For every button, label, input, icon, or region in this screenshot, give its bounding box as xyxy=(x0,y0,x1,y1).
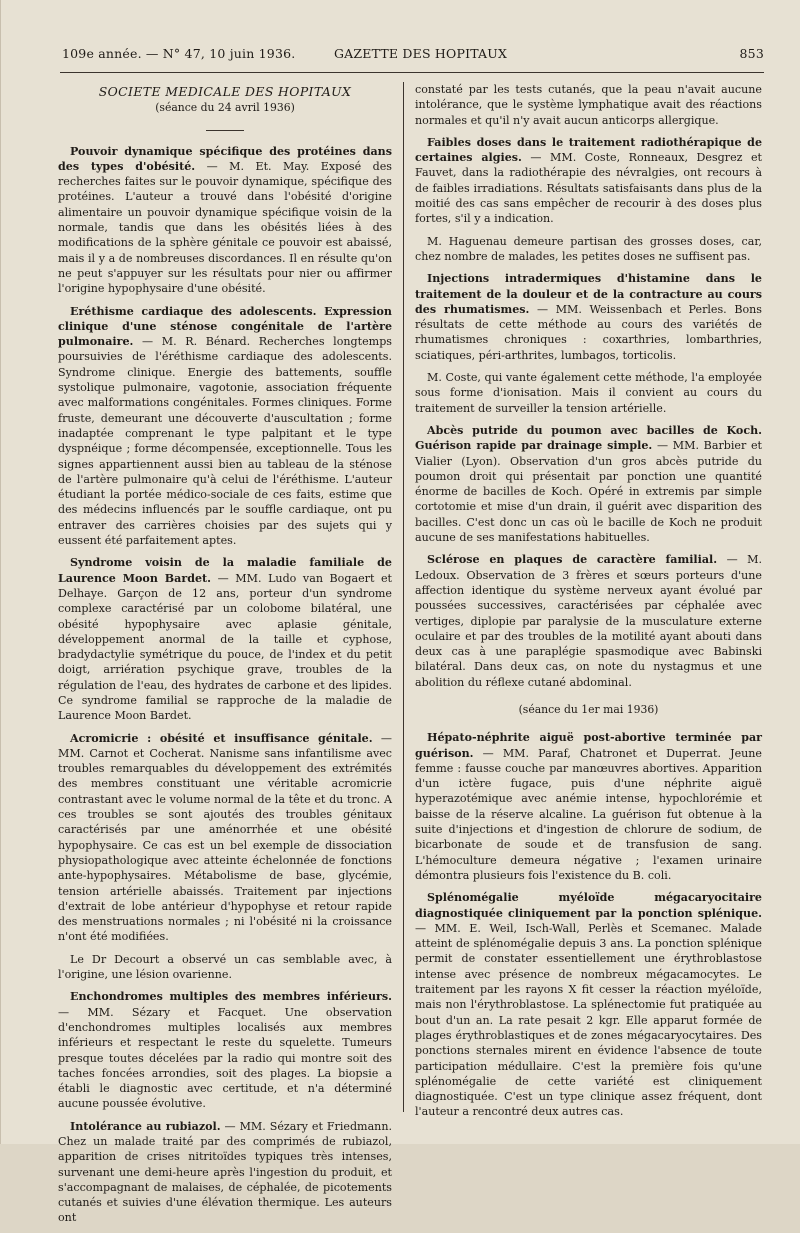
section-date: (séance du 24 avril 1936) xyxy=(155,101,295,115)
session-date-2: (séance du 1er mai 1936) xyxy=(518,702,659,716)
article-text: — MM. Sézary et Facquet. Une observation d'enchondromes multiples localisés aux membres inférieurs et respectant le reste du squelette. Tumeurs presque toutes décelées par la radio qui montre soit des taches foncées arrondies, soit des plages. La biopsie a établi le diagnostic avec certitude, et n'a déterminé aucune poussée évolutive. xyxy=(58,1005,392,1111)
article-title: Pouvoir dynamique spécifique des protéines dans des types d'obésité. xyxy=(58,144,392,173)
article-text: — MM. Weissenbach et Perles. Bons résultats de cette méthode au cours des variétés de rhumatismes chroniques : coxarthries, lombarthries, sciatiques, péri-arthrites, lumbagos, torticolis. xyxy=(415,302,762,362)
section-title: SOCIETE MEDICALE DES HOPITAUX xyxy=(98,84,352,99)
right-paragraphs-a xyxy=(415,82,762,690)
article-text: Le Dr Decourt a observé un cas semblable avec, à l'origine, une lésion ovarienne. xyxy=(58,952,392,982)
right-column xyxy=(415,82,762,1127)
column-divider xyxy=(403,82,404,1112)
article-text: — M. Ledoux. Observation de 3 frères et sœurs porteurs d'une affection identique du système nerveux ayant évolué par poussées successives, caractérisées par céphalée avec vertiges, diplopie par paralysie de la musculature externe oculaire et par des troubles de la motilité ayant abouti dans deux cas à une paraplégie spasmodique avec Babinski bilatéral. Dans deux cas, on note du nystagmus et une abolition du réflexe cutané abdominal. xyxy=(415,553,762,689)
article-paragraph xyxy=(415,370,762,416)
article-paragraph xyxy=(415,271,762,363)
article-title: Sclérose en plaques de caractère familial. xyxy=(427,553,718,567)
article-paragraph xyxy=(58,304,392,549)
article-title: Abcès putride du poumon avec bacilles de Koch. Guérison rapide par drainage simple. xyxy=(415,423,762,453)
article-paragraph xyxy=(415,552,762,690)
left-column xyxy=(58,82,392,1233)
article-paragraph xyxy=(415,234,762,265)
right-paragraphs-b xyxy=(415,730,762,1119)
article-title: Faibles doses dans le traitement radiothérapique de certaines algies. xyxy=(415,135,762,165)
left-paragraphs xyxy=(58,144,392,1226)
article-paragraph xyxy=(58,952,392,983)
running-header xyxy=(62,46,764,68)
article-title: Enchondromes multiples des membres inférieurs. xyxy=(70,990,392,1004)
article-text: — MM. Carnot et Cocherat. Nanisme sans infantilisme avec troubles remarquables du développement des extrémités des membres constituant une véritable acromicrie contrastant avec le volume normal de la tête et du tronc. A ces troubles se sont ajoutés des troubles génitaux caractérisés par une aménorrhée et une obésité hypophysaire. Ce cas est un bel exemple de dissociation physiopathologique avec atteinte échelonnée de fonctions ante-hypophysaires. Métabolisme de base, glycémie, tension artérielle abaissés. Traitement par injections d'extrait de lobe antérieur d'hypophyse et retour rapide des menstruations normales ; ni l'obésité ni la croissance n'ont été modifiées. xyxy=(58,731,392,944)
page-number: 853 xyxy=(739,46,764,61)
article-title: Syndrome voisin de la maladie familiale de Laurence Moon Bardet. xyxy=(58,556,392,585)
journal-title: GAZETTE DES HOPITAUX xyxy=(334,46,508,61)
issue-info: 109e année. — N° 47, 10 juin 1936. xyxy=(62,46,296,61)
section-divider xyxy=(206,130,244,131)
article-paragraph xyxy=(58,144,392,297)
page-edge xyxy=(0,0,1,1144)
article-paragraph xyxy=(58,731,392,945)
article-title: Intolérance au rubiazol. xyxy=(70,1119,221,1133)
article-text: constaté par les tests cutanés, que la peau n'avait aucune intolérance, que le système lymphatique avait des réactions normales et qu'il n'y avait aucun anticorps allergique. xyxy=(415,83,762,127)
article-text: — MM. Ludo van Bogaert et Delhaye. Garçon de 12 ans, porteur d'un syndrome complexe caractérisé par un colobome bilatéral, une obésité hypophysaire avec aplasie génitale, développement anormal de la taille et cyphose, bradydactylie symétrique du pouce, de l'index et du petit doigt, arriération psychique grave, troubles de la régulation de l'eau, des hydrates de carbone et des lipides. Ce syndrome familial se rapproche de la maladie de Laurence Moon Bardet. xyxy=(58,571,392,723)
article-title: Injections intradermiques d'histamine dans le traitement de la douleur et de la contracture au cours des rhumatismes. xyxy=(415,272,762,316)
article-paragraph xyxy=(415,730,762,883)
article-text: — MM. E. Weil, Isch-Wall, Perlès et Scemanec. Malade atteint de splénomégalie depuis 3 ans. La ponction splénique permit de constater essentiellement une érythroblastose intense avec présence de nombreux mégacamocytes. Le traitement par les rayons X fit cesser la réaction myéloïde, mais non l'érythroblastose. La splénectomie fut pratiquée au bout d'un an. La rate pesait 2 kgr. Elle apparut formée de plages érythroblastiques et de zones mégacaryocytaires. Des ponctions sternales mirent en évidence l'absence de toute participation médullaire. C'est la première fois qu'une splénomégalie de cette variété est cliniquement diagnostiquée. C'est un type clinique assez fréquent, dont l'auteur a rencontré deux autres cas. xyxy=(415,921,762,1119)
article-title: Splénomégalie myéloïde mégacaryocitaire diagnostiquée cliniquement par la ponction splénique. xyxy=(415,891,762,920)
header-rule xyxy=(60,72,764,73)
article-paragraph xyxy=(415,890,762,1119)
article-paragraph xyxy=(415,135,762,227)
article-paragraph xyxy=(415,423,762,545)
article-paragraph xyxy=(58,555,392,723)
article-paragraph xyxy=(58,1119,392,1226)
article-text: M. Haguenau demeure partisan des grosses doses, car, chez nombre de malades, les petites doses ne suffisent pas. xyxy=(415,234,762,263)
article-title: Hépato-néphrite aiguë post-abortive terminée par guérison. xyxy=(415,731,762,760)
article-text: M. Coste, qui vante également cette méthode, l'a employée sous forme d'ionisation. Mais il convient au cours du traitement de surveiller la tension artérielle. xyxy=(415,371,762,415)
article-paragraph xyxy=(58,989,392,1111)
article-text: — M. R. Bénard. Recherches longtemps poursuivies de l'éréthisme cardiaque des adolescents. Syndrome clinique. Energie des battements, souffle systolique pulmonaire, vagotonie, association fréquente avec malformations congénitales. Formes cliniques. Forme fruste, demeurant une découverte d'auscultation ; forme inadaptée comprenant le type palpitant et le type dyspnéique ; forme décompensée, exceptionnelle. Tous les signes appartiennent aussi bien au tableau de la sténose de l'artère pulmonaire qu'à celui de l'éréthisme. L'auteur étudiant la portée médico-sociale de ces faits, estime que des médecins influencés par le souffle cardiaque, ont pu entraver des carrières choisies par des sujets qui y eussent été parfaitement aptes. xyxy=(58,335,392,548)
article-text: — MM. Paraf, Chatronet et Duperrat. Jeune femme : fausse couche par manœuvres abortives. Apparition d'un ictère fugace, puis d'une néphrite aiguë hyperazotémique avec anémie intense, hypochlorémie et baisse de la réserve alcaline. La guérison fut obtenue à la suite d'injections et d'ingestion de chlorure de sodium, de bicarbonate de soude et de transfusion de sang. L'hémoculture demeura négative ; l'examen urinaire démontra plusieurs fois l'existence du B. coli. xyxy=(415,746,762,882)
article-title: Eréthisme cardiaque des adolescents. Expression clinique d'une sténose congénitale de l'artère pulmonaire. xyxy=(58,304,392,349)
article-text: — M. Et. May. Exposé des recherches faites sur le pouvoir dynamique, spécifique des protéines. L'auteur a trouvé dans l'obésité d'origine alimentaire un pouvoir dynamique spécifique voisin de la normale, tandis que dans les obésités liées à des modifications de la sphère génitale ce pouvoir est abaissé, mais il y a de nombreuses discordances. Il en résulte qu'on ne peut s'appuyer sur les résultats pour nier ou affirmer l'origine hypophysaire d'une obésité. xyxy=(58,159,392,296)
article-title: Acromicrie : obésité et insuffisance génitale. xyxy=(70,731,373,745)
article-text: — MM. Barbier et Vialier (Lyon). Observation d'un gros abcès putride du poumon droit qui présentait par ponction une quantité énorme de bacilles de Koch. Opéré in extremis par simple cortotomie et mise d'un drain, il guérit avec disparition des bacilles. C'est donc un cas où le bacille de Koch ne produit aucune de ses manifestations habituelles. xyxy=(415,439,762,545)
article-paragraph xyxy=(415,82,762,128)
article-text: — MM. Sézary et Friedmann. Chez un malade traité par des comprimés de rubiazol, apparition de crises nitritoïdes typiques très intenses, survenant une demi-heure après l'ingestion du produit, et s'accompagnant de malaises, de céphalée, de picotements cutanés et suivies d'une élévation thermique. Les auteurs ont xyxy=(58,1119,392,1225)
article-text: — MM. Coste, Ronneaux, Desgrez et Fauvet, dans la radiothérapie des névralgies, ont recours à de faibles irradiations. Résultats satisfaisants dans plus de la moitié des cas sans empêcher de recourir à des doses plus fortes, s'il y a indication. xyxy=(415,151,762,226)
